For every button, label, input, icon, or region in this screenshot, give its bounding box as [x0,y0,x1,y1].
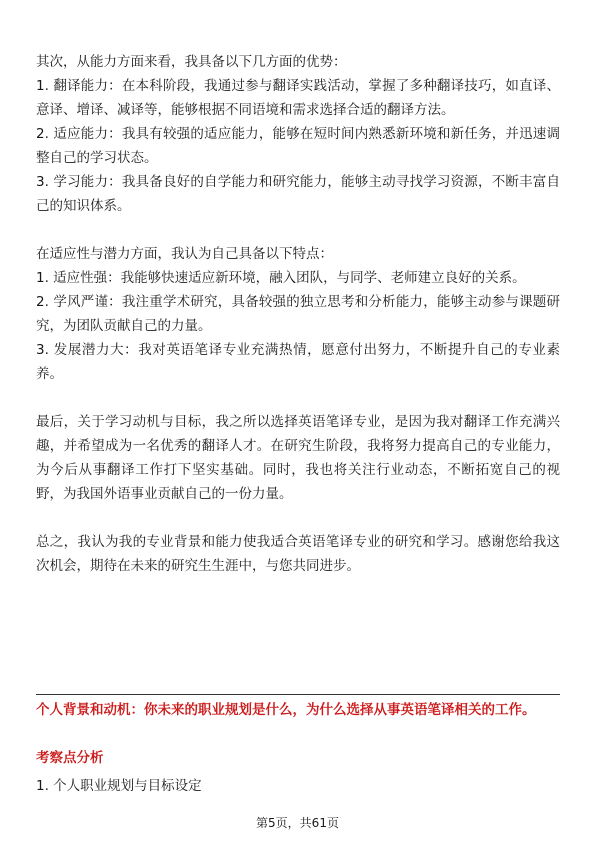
paragraph-conclusion: 总之，我认为我的专业背景和能力使我适合英语笔译专业的研究和学习。感谢您给我这次机会，期待在未来的研究生生涯中，与您共同进步。 [36,534,560,574]
paragraph-motivation: 最后，关于学习动机与目标，我之所以选择英语笔译专业，是因为我对翻译工作充满兴趣，并希望成为一名优秀的翻译人才。在研究生阶段，我将努力提高自己的专业能力，为今后从事翻译工作打下坚实基础。同时，我也将关注行业动态，不断拓宽自己的视野，为我国外语事业贡献自己的一份力量。 [36,414,560,502]
paragraph-adaptability: 1. 适应性强：我能够快速适应新环境，融入团队，与同学、老师建立良好的关系。 [36,270,526,286]
paragraph-spacer [36,506,560,530]
analysis-item: 1. 个人职业规划与目标设定 [36,778,202,794]
paragraph-learning-ability: 3. 学习能力：我具备良好的自学能力和研究能力，能够主动寻找学习资源，不断丰富自己的知识体系。 [36,174,560,214]
paragraph-academic-rigor: 2. 学风严谨：我注重学术研究，具备较强的独立思考和分析能力，能够主动参与课题研究，为团队贡献自己的力量。 [36,294,560,334]
paragraph-potential: 3. 发展潜力大：我对英语笔译专业充满热情，愿意付出努力，不断提升自己的专业素养。 [36,342,560,382]
paragraph-adaptation-ability: 2. 适应能力：我具有较强的适应能力，能够在短时间内熟悉新环境和新任务，并迅速调整自己的学习状态。 [36,126,560,166]
paragraph-translation-ability: 1. 翻译能力：在本科阶段，我通过参与翻译实践活动，掌握了多种翻译技巧，如直译、意译、增译、减译等，能够根据不同语境和需求选择合适的翻译方法。 [36,78,560,118]
page-number: 第5页，共61页 [256,816,339,830]
paragraph-spacer [36,218,560,242]
section-divider [36,694,560,695]
paragraph-ability-intro: 其次，从能力方面来看，我具备以下几方面的优势： [36,54,347,70]
analysis-title: 考察点分析 [36,750,104,766]
question-heading: 个人背景和动机：你未来的职业规划是什么，为什么选择从事英语笔译相关的工作。 [36,702,536,718]
answer-body [36,50,560,578]
paragraph-potential-intro: 在适应性与潜力方面，我认为自己具备以下特点： [36,246,333,262]
paragraph-spacer [36,386,560,410]
